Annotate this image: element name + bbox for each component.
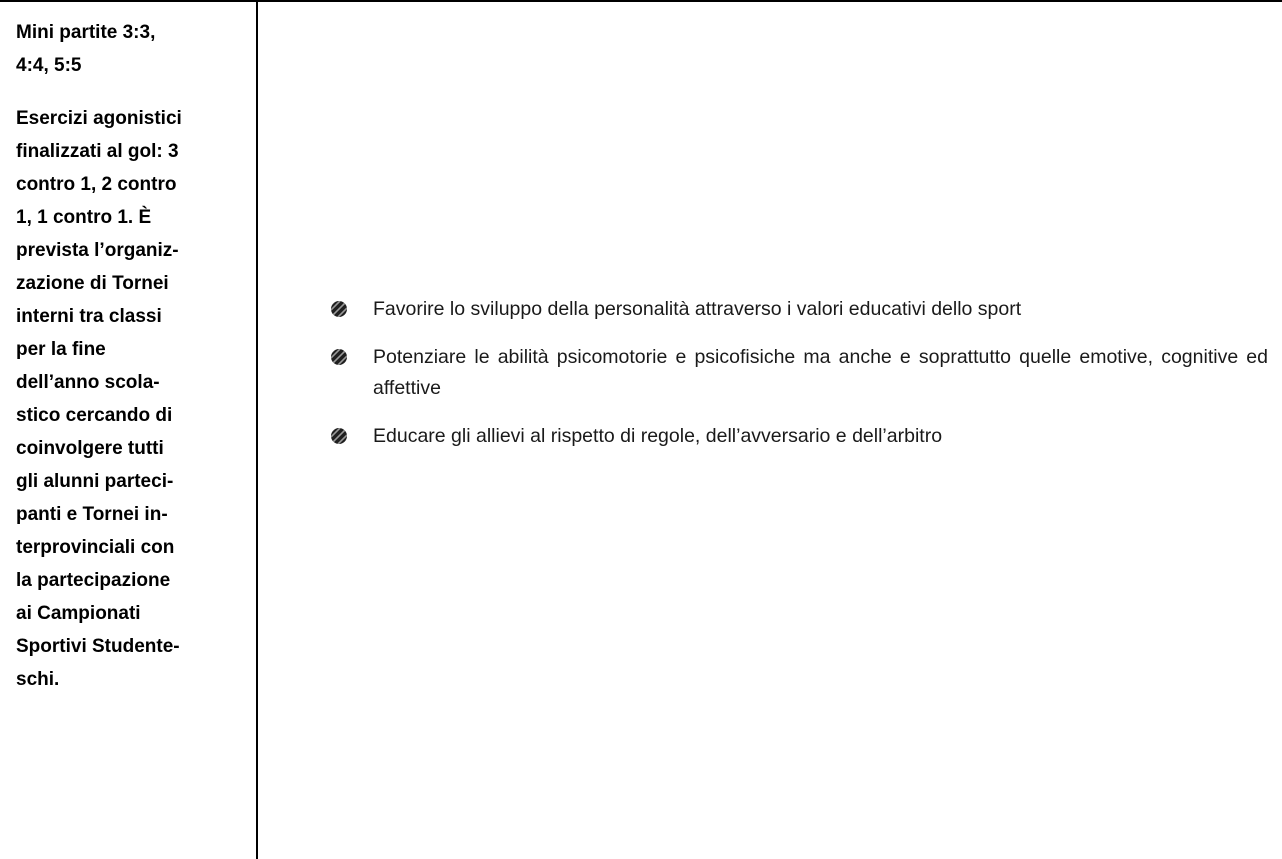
- activity-title: Mini partite 3:3, 4:4, 5:5: [16, 22, 156, 76]
- objectives-cell: [260, 2, 1282, 859]
- list-item: [328, 421, 1268, 452]
- objective-text: Educare gli allievi al rispetto di regole, dell’avversario e dell’arbitro: [373, 425, 943, 447]
- list-item: [328, 294, 1268, 325]
- striped-ball-bullet-icon: [330, 348, 348, 366]
- list-item: [328, 342, 1268, 404]
- activities-cell: [0, 2, 258, 859]
- striped-ball-bullet-icon: [330, 300, 348, 318]
- activity-description: Esercizi agonistici finalizzati al gol: 3 contro 1, 2 contro 1, 1 contro 1. È prevista l’organiz- zazione di Tornei interni tra classi per la fine dell’anno scola- stico cercando di coinvolgere tutti gli alunni parteci- panti e Tornei in- terprovinciali con la partecipazione ai Campionati Sportivi Studente- schi.: [16, 108, 182, 690]
- objective-text: Favorire lo sviluppo della personalità attraverso i valori educativi dello sport: [373, 298, 1022, 320]
- striped-ball-bullet-icon: [330, 427, 348, 445]
- objectives-list: [328, 294, 1268, 469]
- objective-text: Potenziare le abilità psicomotorie e psicofisiche ma anche e soprattutto quelle emotive, cognitive ed affettive: [373, 346, 1268, 399]
